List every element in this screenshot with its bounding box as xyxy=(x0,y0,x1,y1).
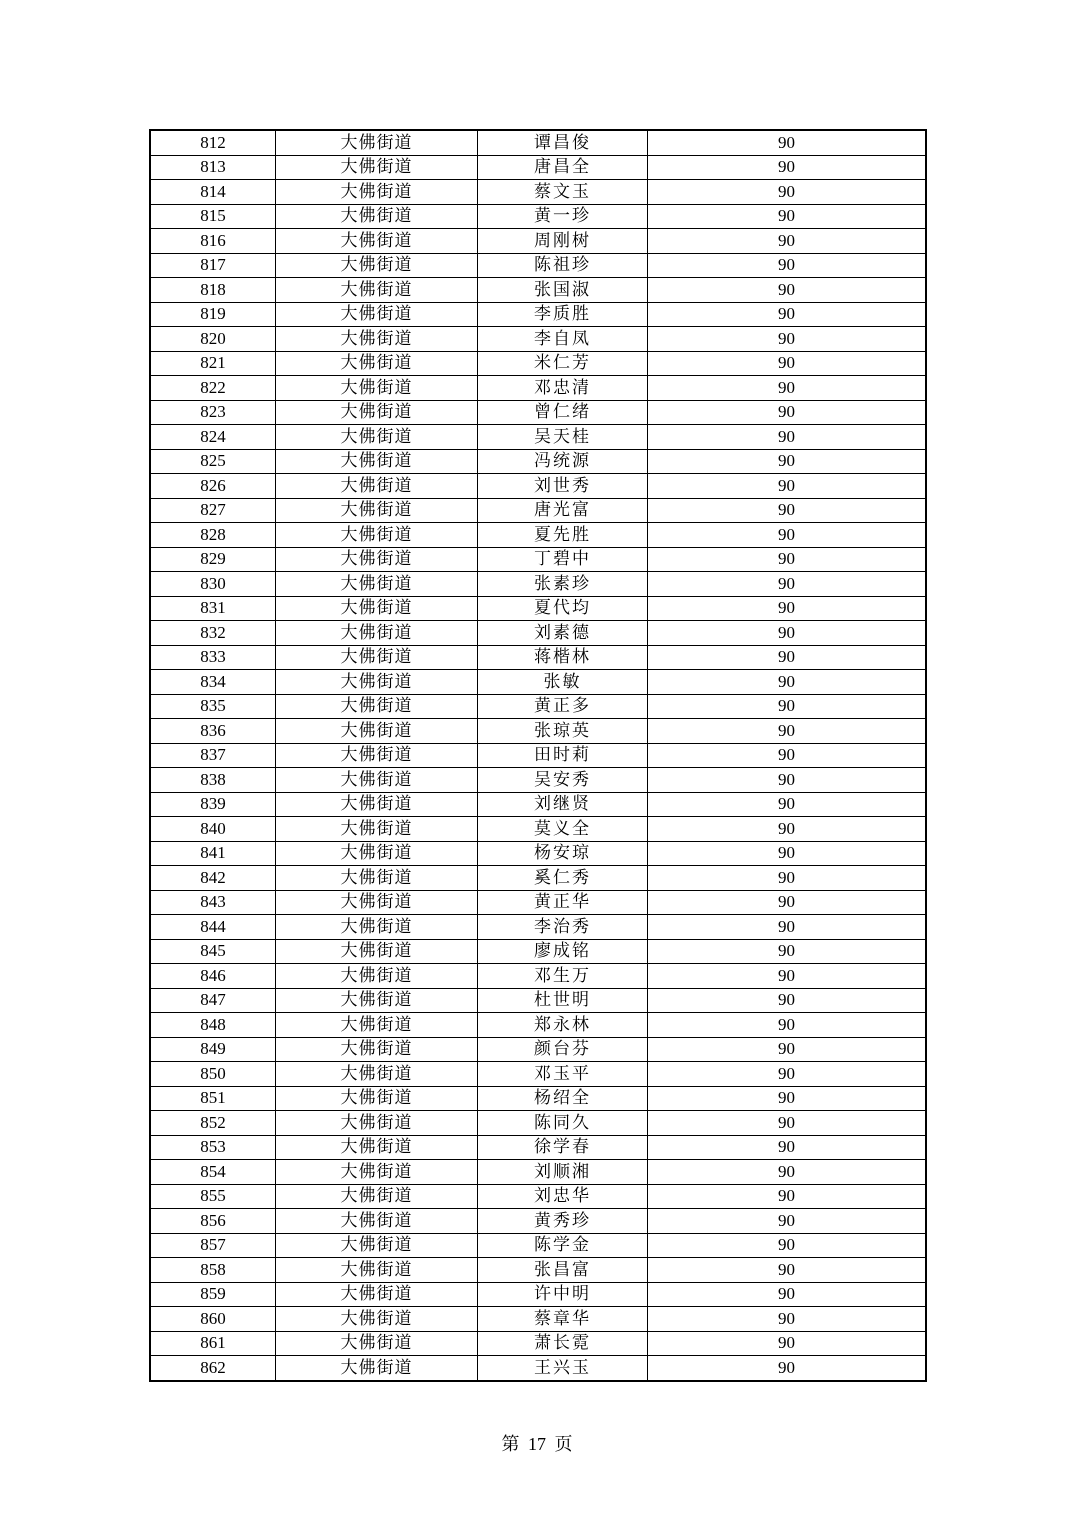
cell-score: 90 xyxy=(648,841,927,866)
cell-score: 90 xyxy=(648,498,927,523)
cell-score: 90 xyxy=(648,1356,927,1381)
cell-number: 848 xyxy=(150,1013,276,1038)
cell-name: 张琼英 xyxy=(478,719,648,744)
cell-number: 833 xyxy=(150,645,276,670)
cell-number: 813 xyxy=(150,155,276,180)
cell-name: 唐昌全 xyxy=(478,155,648,180)
cell-number: 857 xyxy=(150,1233,276,1258)
cell-score: 90 xyxy=(648,670,927,695)
table-row xyxy=(150,130,926,155)
cell-score: 90 xyxy=(648,1062,927,1087)
cell-number: 837 xyxy=(150,743,276,768)
cell-name: 刘忠华 xyxy=(478,1184,648,1209)
cell-name: 邓生万 xyxy=(478,964,648,989)
cell-street: 大佛街道 xyxy=(276,645,478,670)
table-row xyxy=(150,645,926,670)
cell-score: 90 xyxy=(648,792,927,817)
cell-street: 大佛街道 xyxy=(276,939,478,964)
table-row xyxy=(150,964,926,989)
table-row xyxy=(150,547,926,572)
table-row xyxy=(150,180,926,205)
cell-number: 829 xyxy=(150,547,276,572)
table-row xyxy=(150,253,926,278)
table-body xyxy=(150,130,926,1381)
cell-street: 大佛街道 xyxy=(276,278,478,303)
cell-street: 大佛街道 xyxy=(276,1013,478,1038)
cell-name: 郑永林 xyxy=(478,1013,648,1038)
cell-name: 黄一珍 xyxy=(478,204,648,229)
cell-score: 90 xyxy=(648,278,927,303)
cell-number: 855 xyxy=(150,1184,276,1209)
cell-score: 90 xyxy=(648,719,927,744)
cell-name: 唐光富 xyxy=(478,498,648,523)
cell-number: 832 xyxy=(150,621,276,646)
cell-number: 824 xyxy=(150,425,276,450)
table-row xyxy=(150,327,926,352)
table-row xyxy=(150,719,926,744)
table-row xyxy=(150,768,926,793)
cell-score: 90 xyxy=(648,204,927,229)
cell-name: 刘世秀 xyxy=(478,474,648,499)
cell-street: 大佛街道 xyxy=(276,1307,478,1332)
cell-street: 大佛街道 xyxy=(276,915,478,940)
cell-score: 90 xyxy=(648,1160,927,1185)
table-row xyxy=(150,817,926,842)
cell-name: 刘继贤 xyxy=(478,792,648,817)
cell-street: 大佛街道 xyxy=(276,425,478,450)
table-row xyxy=(150,498,926,523)
table-row xyxy=(150,425,926,450)
cell-street: 大佛街道 xyxy=(276,621,478,646)
cell-street: 大佛街道 xyxy=(276,523,478,548)
cell-street: 大佛街道 xyxy=(276,1111,478,1136)
cell-street: 大佛街道 xyxy=(276,694,478,719)
cell-name: 许中明 xyxy=(478,1282,648,1307)
cell-street: 大佛街道 xyxy=(276,596,478,621)
cell-street: 大佛街道 xyxy=(276,743,478,768)
cell-name: 曾仁绪 xyxy=(478,400,648,425)
cell-name: 谭昌俊 xyxy=(478,130,648,155)
cell-street: 大佛街道 xyxy=(276,327,478,352)
cell-score: 90 xyxy=(648,572,927,597)
cell-score: 90 xyxy=(648,743,927,768)
cell-score: 90 xyxy=(648,988,927,1013)
cell-number: 819 xyxy=(150,302,276,327)
cell-number: 835 xyxy=(150,694,276,719)
cell-number: 854 xyxy=(150,1160,276,1185)
cell-street: 大佛街道 xyxy=(276,204,478,229)
cell-street: 大佛街道 xyxy=(276,670,478,695)
table-row xyxy=(150,155,926,180)
cell-name: 冯统源 xyxy=(478,449,648,474)
cell-name: 黄秀珍 xyxy=(478,1209,648,1234)
table-row xyxy=(150,204,926,229)
cell-number: 836 xyxy=(150,719,276,744)
cell-number: 860 xyxy=(150,1307,276,1332)
cell-score: 90 xyxy=(648,130,927,155)
cell-name: 陈学金 xyxy=(478,1233,648,1258)
cell-name: 杜世明 xyxy=(478,988,648,1013)
cell-number: 831 xyxy=(150,596,276,621)
cell-score: 90 xyxy=(648,817,927,842)
table-row xyxy=(150,1331,926,1356)
cell-street: 大佛街道 xyxy=(276,180,478,205)
cell-score: 90 xyxy=(648,425,927,450)
cell-number: 823 xyxy=(150,400,276,425)
table-row xyxy=(150,1086,926,1111)
page-label-prefix: 第 xyxy=(501,1434,520,1454)
cell-street: 大佛街道 xyxy=(276,890,478,915)
cell-score: 90 xyxy=(648,621,927,646)
cell-score: 90 xyxy=(648,1013,927,1038)
page-footer xyxy=(0,1430,1074,1456)
cell-name: 刘顺湘 xyxy=(478,1160,648,1185)
table-row xyxy=(150,449,926,474)
cell-number: 839 xyxy=(150,792,276,817)
cell-street: 大佛街道 xyxy=(276,719,478,744)
cell-street: 大佛街道 xyxy=(276,229,478,254)
cell-number: 859 xyxy=(150,1282,276,1307)
cell-street: 大佛街道 xyxy=(276,792,478,817)
page-label-suffix: 页 xyxy=(554,1434,573,1454)
cell-score: 90 xyxy=(648,1111,927,1136)
cell-score: 90 xyxy=(648,694,927,719)
cell-name: 张敏 xyxy=(478,670,648,695)
cell-name: 颜台芬 xyxy=(478,1037,648,1062)
cell-street: 大佛街道 xyxy=(276,1086,478,1111)
cell-number: 861 xyxy=(150,1331,276,1356)
cell-score: 90 xyxy=(648,180,927,205)
cell-name: 田时莉 xyxy=(478,743,648,768)
cell-name: 李治秀 xyxy=(478,915,648,940)
cell-number: 850 xyxy=(150,1062,276,1087)
page-number: 17 xyxy=(528,1434,546,1454)
cell-score: 90 xyxy=(648,1233,927,1258)
cell-score: 90 xyxy=(648,1184,927,1209)
table-row xyxy=(150,1209,926,1234)
table-row xyxy=(150,1258,926,1283)
table-row xyxy=(150,915,926,940)
table-row xyxy=(150,988,926,1013)
cell-name: 邓玉平 xyxy=(478,1062,648,1087)
cell-name: 杨绍全 xyxy=(478,1086,648,1111)
cell-name: 夏先胜 xyxy=(478,523,648,548)
table-row xyxy=(150,1282,926,1307)
cell-score: 90 xyxy=(648,645,927,670)
cell-score: 90 xyxy=(648,155,927,180)
table-row xyxy=(150,302,926,327)
table-row xyxy=(150,1184,926,1209)
cell-name: 张素珍 xyxy=(478,572,648,597)
table-row xyxy=(150,670,926,695)
cell-street: 大佛街道 xyxy=(276,400,478,425)
cell-number: 820 xyxy=(150,327,276,352)
table-row xyxy=(150,572,926,597)
cell-score: 90 xyxy=(648,1037,927,1062)
cell-number: 827 xyxy=(150,498,276,523)
cell-number: 814 xyxy=(150,180,276,205)
cell-street: 大佛街道 xyxy=(276,547,478,572)
cell-score: 90 xyxy=(648,400,927,425)
cell-street: 大佛街道 xyxy=(276,376,478,401)
cell-street: 大佛街道 xyxy=(276,572,478,597)
cell-name: 陈祖珍 xyxy=(478,253,648,278)
cell-street: 大佛街道 xyxy=(276,866,478,891)
cell-number: 825 xyxy=(150,449,276,474)
cell-score: 90 xyxy=(648,302,927,327)
table-row xyxy=(150,1062,926,1087)
cell-name: 蔡文玉 xyxy=(478,180,648,205)
cell-score: 90 xyxy=(648,474,927,499)
cell-street: 大佛街道 xyxy=(276,1331,478,1356)
cell-number: 847 xyxy=(150,988,276,1013)
table-row xyxy=(150,841,926,866)
table-row xyxy=(150,939,926,964)
cell-number: 862 xyxy=(150,1356,276,1381)
table-row xyxy=(150,474,926,499)
table-row xyxy=(150,351,926,376)
cell-score: 90 xyxy=(648,449,927,474)
cell-number: 845 xyxy=(150,939,276,964)
cell-street: 大佛街道 xyxy=(276,351,478,376)
table-row xyxy=(150,1307,926,1332)
cell-number: 852 xyxy=(150,1111,276,1136)
cell-name: 丁碧中 xyxy=(478,547,648,572)
table-row xyxy=(150,1160,926,1185)
cell-score: 90 xyxy=(648,253,927,278)
cell-street: 大佛街道 xyxy=(276,1209,478,1234)
cell-score: 90 xyxy=(648,327,927,352)
cell-street: 大佛街道 xyxy=(276,302,478,327)
table-row xyxy=(150,743,926,768)
cell-number: 849 xyxy=(150,1037,276,1062)
cell-score: 90 xyxy=(648,1307,927,1332)
cell-number: 817 xyxy=(150,253,276,278)
cell-name: 杨安琼 xyxy=(478,841,648,866)
cell-number: 844 xyxy=(150,915,276,940)
table-row xyxy=(150,278,926,303)
cell-score: 90 xyxy=(648,1086,927,1111)
cell-name: 王兴玉 xyxy=(478,1356,648,1381)
cell-number: 840 xyxy=(150,817,276,842)
cell-number: 834 xyxy=(150,670,276,695)
cell-number: 818 xyxy=(150,278,276,303)
cell-name: 徐学春 xyxy=(478,1135,648,1160)
cell-number: 858 xyxy=(150,1258,276,1283)
table-row xyxy=(150,792,926,817)
cell-name: 邓忠清 xyxy=(478,376,648,401)
cell-street: 大佛街道 xyxy=(276,474,478,499)
cell-score: 90 xyxy=(648,596,927,621)
cell-number: 826 xyxy=(150,474,276,499)
cell-score: 90 xyxy=(648,523,927,548)
cell-street: 大佛街道 xyxy=(276,1184,478,1209)
cell-street: 大佛街道 xyxy=(276,964,478,989)
cell-number: 842 xyxy=(150,866,276,891)
cell-number: 838 xyxy=(150,768,276,793)
cell-number: 841 xyxy=(150,841,276,866)
table-row xyxy=(150,596,926,621)
table-row xyxy=(150,229,926,254)
cell-street: 大佛街道 xyxy=(276,841,478,866)
cell-number: 851 xyxy=(150,1086,276,1111)
cell-name: 蒋楷林 xyxy=(478,645,648,670)
data-table xyxy=(149,129,927,1382)
cell-name: 夏代均 xyxy=(478,596,648,621)
cell-number: 846 xyxy=(150,964,276,989)
cell-score: 90 xyxy=(648,1331,927,1356)
cell-number: 816 xyxy=(150,229,276,254)
cell-street: 大佛街道 xyxy=(276,1356,478,1381)
cell-number: 828 xyxy=(150,523,276,548)
cell-street: 大佛街道 xyxy=(276,498,478,523)
table-row xyxy=(150,1233,926,1258)
cell-name: 廖成铭 xyxy=(478,939,648,964)
cell-score: 90 xyxy=(648,547,927,572)
cell-street: 大佛街道 xyxy=(276,1160,478,1185)
cell-street: 大佛街道 xyxy=(276,817,478,842)
table-row xyxy=(150,1111,926,1136)
cell-name: 米仁芳 xyxy=(478,351,648,376)
cell-score: 90 xyxy=(648,1135,927,1160)
cell-name: 黄正华 xyxy=(478,890,648,915)
table-row xyxy=(150,1037,926,1062)
cell-street: 大佛街道 xyxy=(276,1037,478,1062)
cell-number: 853 xyxy=(150,1135,276,1160)
cell-name: 黄正多 xyxy=(478,694,648,719)
cell-street: 大佛街道 xyxy=(276,1062,478,1087)
cell-name: 刘素德 xyxy=(478,621,648,646)
cell-name: 李质胜 xyxy=(478,302,648,327)
cell-score: 90 xyxy=(648,915,927,940)
cell-name: 周刚树 xyxy=(478,229,648,254)
cell-number: 843 xyxy=(150,890,276,915)
cell-number: 821 xyxy=(150,351,276,376)
cell-number: 830 xyxy=(150,572,276,597)
cell-number: 812 xyxy=(150,130,276,155)
table-row xyxy=(150,1135,926,1160)
cell-score: 90 xyxy=(648,376,927,401)
cell-street: 大佛街道 xyxy=(276,130,478,155)
cell-number: 815 xyxy=(150,204,276,229)
cell-number: 822 xyxy=(150,376,276,401)
cell-score: 90 xyxy=(648,351,927,376)
table-row xyxy=(150,890,926,915)
cell-street: 大佛街道 xyxy=(276,1135,478,1160)
cell-name: 萧长霓 xyxy=(478,1331,648,1356)
cell-street: 大佛街道 xyxy=(276,1233,478,1258)
cell-street: 大佛街道 xyxy=(276,1282,478,1307)
cell-name: 张国淑 xyxy=(478,278,648,303)
cell-name: 吴安秀 xyxy=(478,768,648,793)
cell-name: 李自凤 xyxy=(478,327,648,352)
cell-score: 90 xyxy=(648,1282,927,1307)
cell-street: 大佛街道 xyxy=(276,1258,478,1283)
cell-name: 张昌富 xyxy=(478,1258,648,1283)
cell-number: 856 xyxy=(150,1209,276,1234)
table-row xyxy=(150,621,926,646)
cell-score: 90 xyxy=(648,229,927,254)
table-row xyxy=(150,376,926,401)
cell-name: 蔡章华 xyxy=(478,1307,648,1332)
cell-street: 大佛街道 xyxy=(276,988,478,1013)
cell-name: 陈同久 xyxy=(478,1111,648,1136)
cell-street: 大佛街道 xyxy=(276,449,478,474)
table-row xyxy=(150,1356,926,1381)
cell-street: 大佛街道 xyxy=(276,155,478,180)
cell-score: 90 xyxy=(648,1258,927,1283)
table-row xyxy=(150,866,926,891)
table-row xyxy=(150,1013,926,1038)
cell-name: 奚仁秀 xyxy=(478,866,648,891)
table-row xyxy=(150,694,926,719)
cell-score: 90 xyxy=(648,964,927,989)
cell-score: 90 xyxy=(648,866,927,891)
cell-score: 90 xyxy=(648,1209,927,1234)
cell-street: 大佛街道 xyxy=(276,253,478,278)
cell-street: 大佛街道 xyxy=(276,768,478,793)
table-row xyxy=(150,523,926,548)
cell-name: 莫义全 xyxy=(478,817,648,842)
cell-score: 90 xyxy=(648,768,927,793)
cell-score: 90 xyxy=(648,939,927,964)
cell-name: 吴天桂 xyxy=(478,425,648,450)
cell-score: 90 xyxy=(648,890,927,915)
table-row xyxy=(150,400,926,425)
